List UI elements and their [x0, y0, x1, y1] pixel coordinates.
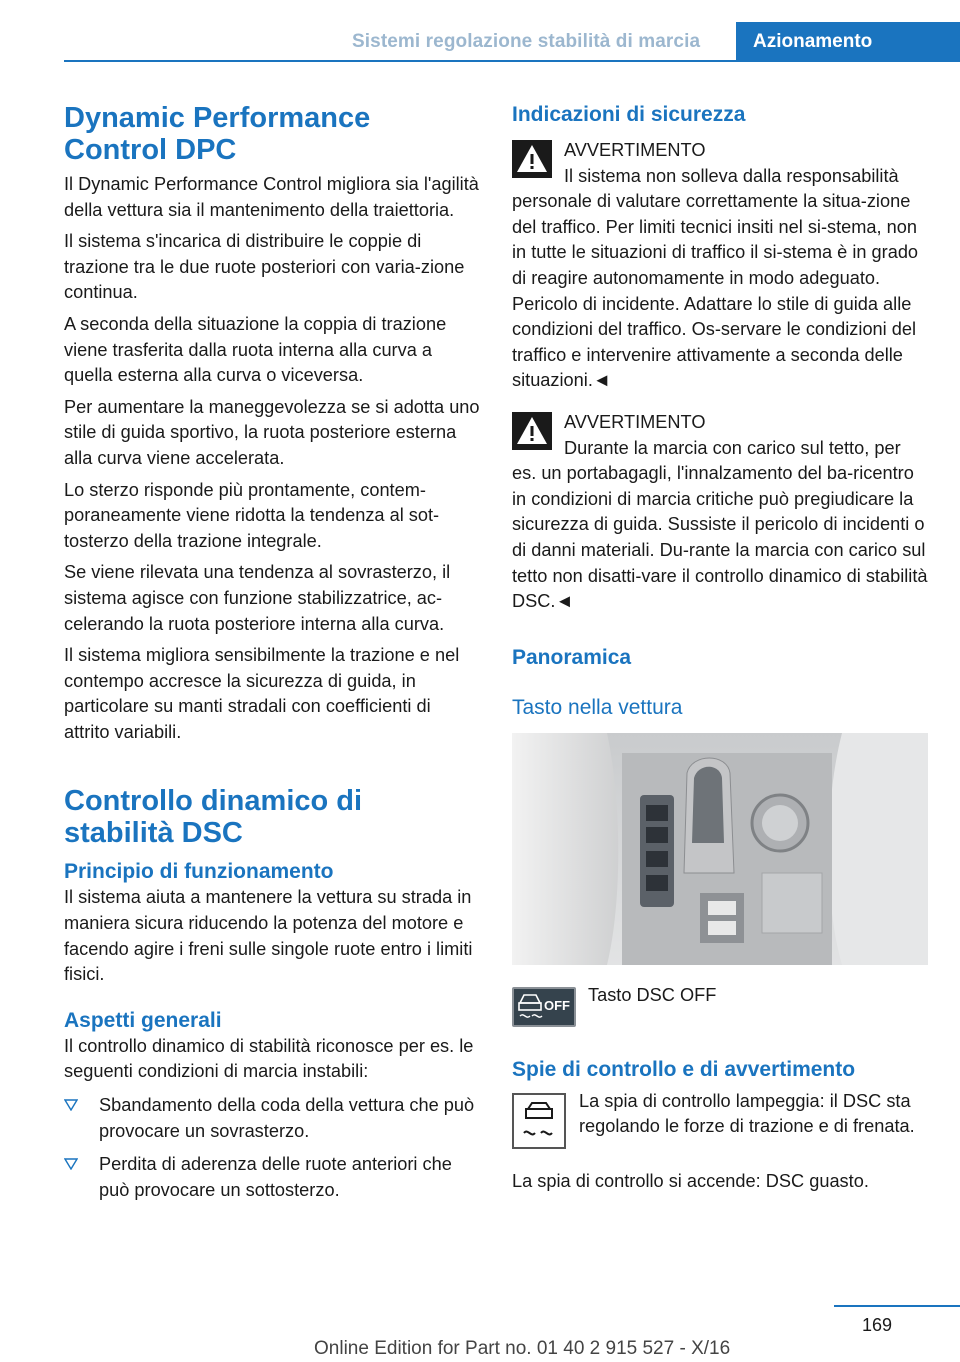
button-caption-row	[512, 985, 928, 1029]
center-console-photo	[512, 733, 928, 965]
left-column	[64, 102, 480, 1203]
page-number: 169	[862, 1315, 893, 1335]
list-item	[64, 1152, 480, 1203]
dpc-paragraph: Il sistema migliora sensibilmente la trazione e nel contempo accresce la sicurezza di guida, in particolare su manti stradali con coefficienti di attrito variabili.	[64, 645, 460, 742]
warning-text: Il sistema non solleva dalla responsabilità personale di valutare correttamente la situa-zione del traffico. Per limiti tecnici insiti nel si-stema, non in tutte le situazioni di traffico il si-stema è in grado di reagire autonomamente in modo adeguato. Pericolo di incidente. Adattare lo stile di guida alle condizioni del traffico. Os-servare le condizioni del traffico e intervenire attivamente a seconda delle situazioni.◄	[512, 165, 919, 391]
dpc-paragraph: Il sistema s'incarica di distribuire le coppie di trazione tra le due ruote posteriori con varia-zione continua.	[64, 231, 465, 303]
dpc-heading: Dynamic Performance Control DPC	[64, 102, 371, 166]
principle-heading: Principio di funzionamento	[64, 860, 334, 884]
right-column	[512, 102, 928, 1194]
dsc-indicator-lamp-icon	[512, 1093, 566, 1149]
warning-triangle-icon	[512, 412, 552, 450]
list-item-text: Sbandamento della coda della vettura che può provocare un sovrasterzo.	[99, 1095, 475, 1141]
lamp-description: La spia di controllo lampeggia: il DSC sta regolando le forze di trazione e di frenata.	[579, 1090, 915, 1137]
bullet-triangle-icon	[64, 1158, 78, 1170]
footer-rule	[834, 1305, 960, 1307]
dsc-off-button-icon	[512, 987, 576, 1027]
dpc-paragraph: Per aumentare la maneggevolezza se si adotta uno stile di guida sportivo, la ruota posteriore esterna alla curva viene accelerata.	[64, 396, 480, 468]
dpc-paragraph: A seconda della situazione la coppia di trazione viene trasferita dalla ruota interna alla curva a quella esterna alla curva o viceversa.	[64, 313, 447, 386]
list-item-text: Perdita di aderenza delle ruote anteriori che può provocare un sottosterzo.	[99, 1154, 452, 1200]
warning-text: Durante la marcia con carico sul tetto, per es. un portabagagli, l'innalzamento del ba-ricentro in condizioni di marcia critiche può pregiudicare la sicurezza di guida. Sussiste il pericolo di incidenti o di danni materiali. Du-rante la marcia con carico sul tetto non disatti-vare il controllo dinamico di stabilità DSC.◄	[512, 437, 928, 612]
header-chapter-tab: Azionamento	[736, 22, 960, 62]
general-paragraph: Il controllo dinamico di stabilità riconosce per es. le seguenti condizioni di marcia instabili:	[64, 1035, 474, 1082]
dpc-paragraph: Se viene rilevata una tendenza al sovrasterzo, il sistema agisce con funzione stabilizzatrice, ac-celerando la ruota posteriore interna alla curva.	[64, 562, 451, 634]
list-item	[64, 1093, 480, 1144]
principle-paragraph: Il sistema aiuta a mantenere la vettura su strada in maniera sicura riducendo la potenza del motore e facendo agire i freni sulle singole ruote entro i limiti fisici.	[64, 887, 473, 985]
dpc-paragraph: Lo sterzo risponde più prontamente, contem-poraneamente viene ridotta la tendenza al sot-tosterzo della trazione integrale.	[64, 479, 440, 551]
overview-heading: Panoramica	[512, 645, 632, 669]
warning-label: AVVERTIMENTO	[564, 140, 706, 160]
warning-block	[512, 410, 928, 615]
safety-heading: Indicazioni di sicurezza	[512, 103, 746, 126]
warning-label: AVVERTIMENTO	[564, 411, 706, 432]
dpc-paragraph: Il Dynamic Performance Control migliora sia l'agilità della vettura sia il mantenimento della traiettoria.	[64, 174, 479, 220]
edition-text: Online Edition for Part no. 01 40 2 915 527 - X/16	[314, 1338, 731, 1359]
lamps-heading: Spie di controllo e di avvertimento	[512, 1057, 856, 1081]
button-caption: Tasto DSC OFF	[588, 984, 717, 1005]
button-heading: Tasto nella vettura	[512, 695, 683, 719]
header-section-title: Sistemi regolazione stabilità di marcia	[352, 31, 701, 52]
header-rule	[64, 60, 960, 62]
lamp-description-2: La spia di controllo si accende: DSC guasto.	[512, 1170, 869, 1191]
bullet-triangle-icon	[64, 1099, 78, 1111]
dsc-heading: Controllo dinamico di stabilità DSC	[64, 785, 363, 850]
warning-block	[512, 138, 928, 394]
general-heading: Aspetti generali	[64, 1008, 222, 1032]
warning-triangle-icon	[512, 140, 552, 178]
lamp-row	[512, 1089, 928, 1165]
dsc-off-button-label: OFF	[544, 997, 570, 1013]
